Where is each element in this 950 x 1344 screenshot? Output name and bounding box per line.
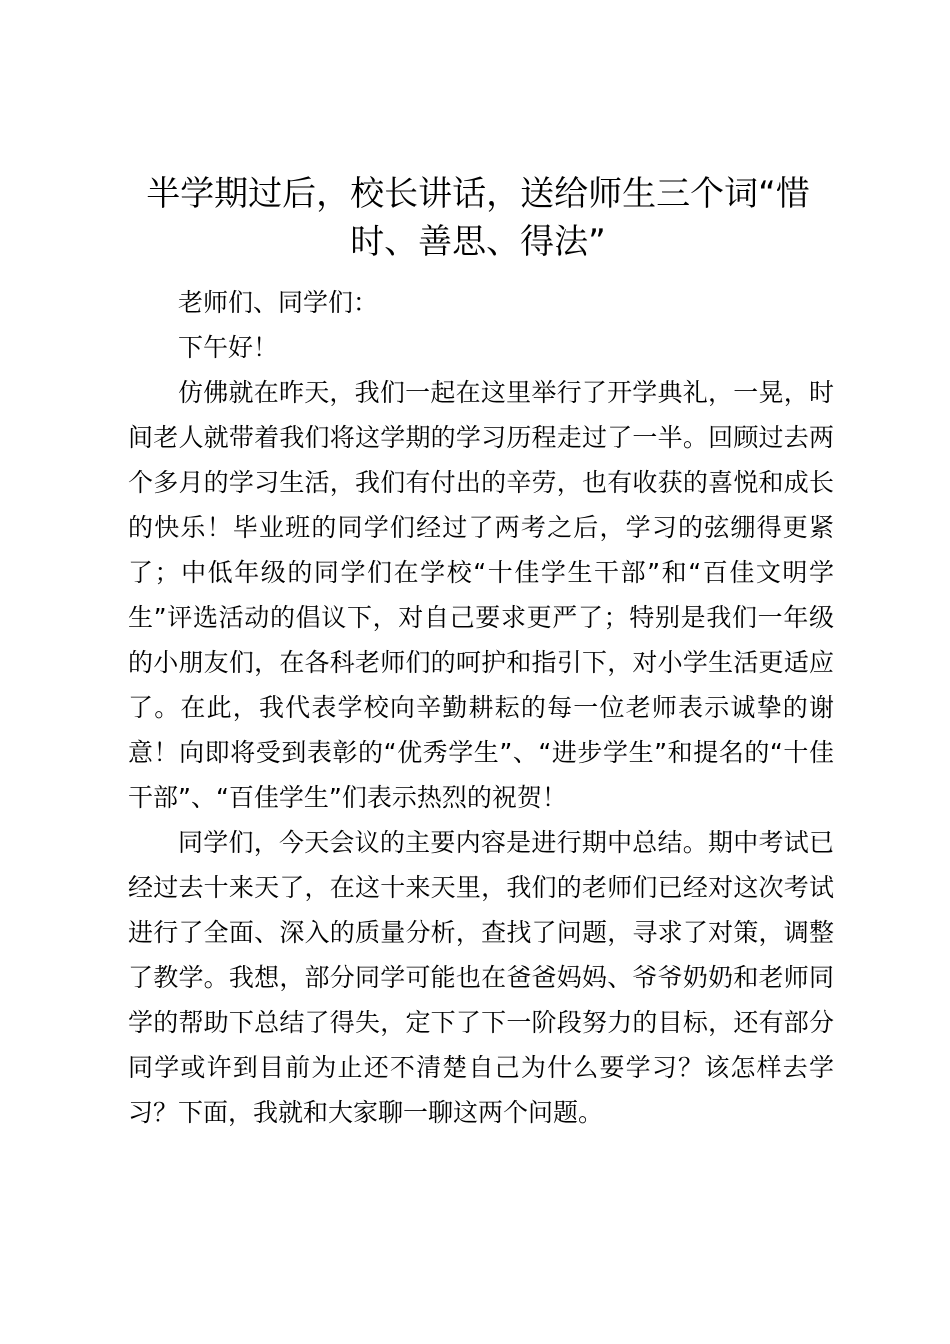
paragraph: 仿佛就在昨天，我们一起在这里举行了开学典礼，一晃，时间老人就带着我们将这学期的学习历程走过了一半。回顾过去两个多月的学习生活，我们有付出的辛劳，也有收获的喜悦和成长的快乐！毕业班的同学们经过了两考之后，学习的弦绷得更紧了；中低年级的同学们在学校“十佳学生干部”和“百佳文明学生”评选活动的倡议下，对自己要求更严了；特别是我们一年级的小朋友们，在各科老师们的呵护和指引下，对小学生活更适应了。在此，我代表学校向辛勤耕耘的每一位老师表示诚挚的谢意！向即将受到表彰的“优秀学生”、“进步学生”和提名的“十佳干部”、“百佳学生”们表示热烈的祝贺！: [128, 378, 834, 812]
document-title: 半学期过后，校长讲话，送给师生三个词“惜时、善思、得法”: [146, 174, 810, 262]
document-body: [128, 280, 834, 1135]
paragraph: 同学们，今天会议的主要内容是进行期中总结。期中考试已经过去十来天了，在这十来天里，我们的老师们已经对这次考试进行了全面、深入的质量分析，查找了问题，寻求了对策，调整了教学。我想，部分同学可能也在爸爸妈妈、爷爷奶奶和老师同学的帮助下总结了得失，定下了下一阶段努力的目标，还有部分同学或许到目前为止还不清楚自己为什么要学习？该怎样去学习？下面，我就和大家聊一聊这两个问题。: [128, 828, 834, 1127]
greeting: 下午好！: [178, 333, 279, 362]
salutation: 老师们、同学们：: [178, 288, 379, 317]
